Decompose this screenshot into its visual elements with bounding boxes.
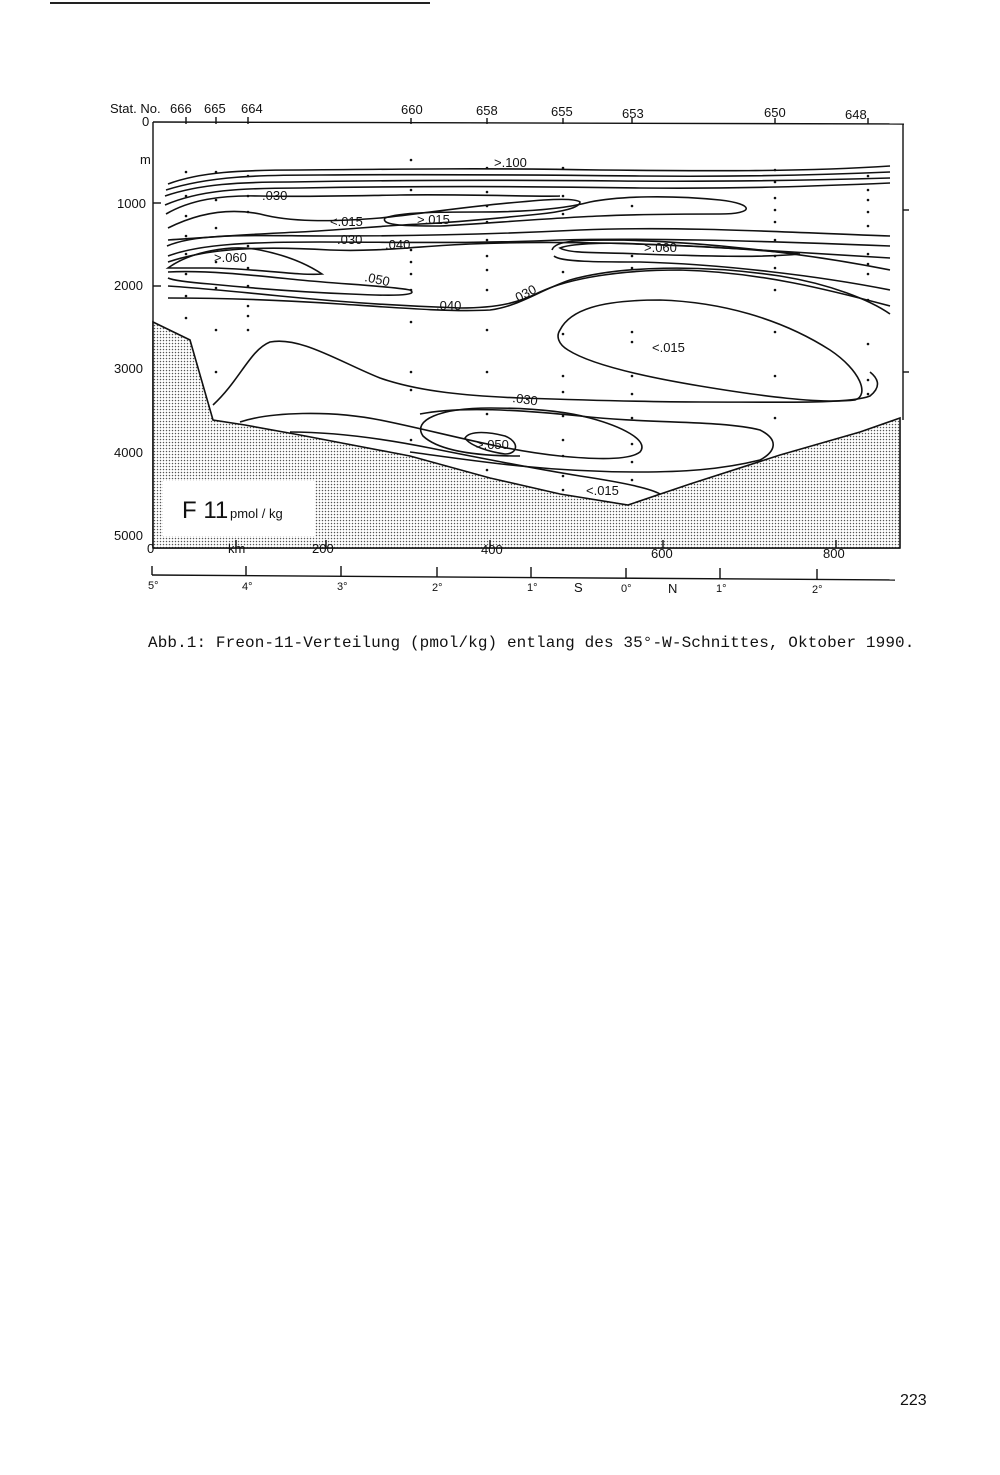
- legend-tracer: F 11: [182, 497, 229, 524]
- contour-label: >.015: [417, 212, 450, 227]
- station-label: 650: [764, 105, 786, 120]
- hemisphere-label-north: N: [668, 581, 678, 596]
- contour-label: >.060: [644, 240, 677, 255]
- latitude-label: 1°: [716, 583, 727, 595]
- contour-label: .030: [511, 390, 539, 409]
- depth-unit-label: m: [140, 152, 151, 167]
- legend-unit: pmol / kg: [230, 506, 283, 521]
- distance-label: 0: [147, 541, 155, 556]
- station-axis-label: Stat. No.: [110, 101, 161, 116]
- depth-label: 0: [142, 114, 150, 129]
- distance-label: 200: [312, 541, 334, 556]
- contour-label: <.015: [586, 483, 619, 498]
- distance-unit-label: km: [228, 541, 246, 556]
- station-label: 664: [241, 101, 263, 116]
- depth-label: 3000: [114, 361, 143, 376]
- latitude-label: 2°: [432, 582, 443, 594]
- figure-caption: Abb.1: Freon-11-Verteilung (pmol/kg) entlang des 35°-W-Schnittes, Oktober 1990.: [148, 634, 915, 652]
- contour-label: >.060: [214, 250, 247, 265]
- latitude-label: 2°: [812, 584, 823, 596]
- contour-label: .030: [337, 232, 363, 247]
- page-number: 223: [900, 1392, 927, 1409]
- freon-section-figure: [0, 0, 1000, 610]
- station-label: 655: [551, 104, 573, 119]
- station-label: 666: [170, 101, 192, 116]
- contour-label: >.050: [476, 437, 509, 452]
- latitude-label: 3°: [337, 581, 348, 593]
- station-label: 653: [622, 106, 644, 121]
- station-label: 648: [845, 107, 867, 122]
- latitude-axis: [148, 566, 895, 596]
- contour-label: .030: [509, 281, 539, 307]
- contour-label: <.015: [652, 340, 685, 355]
- latitude-label: 5°: [148, 580, 159, 592]
- depth-label: 5000: [114, 528, 143, 543]
- depth-label: 1000: [117, 196, 146, 211]
- contour-label: .040: [385, 237, 411, 252]
- contour-label: .050: [363, 269, 392, 290]
- contour-label: <.015: [330, 214, 363, 229]
- contour-label: .030: [262, 188, 288, 203]
- depth-label: 4000: [114, 445, 143, 460]
- distance-label: 600: [651, 546, 673, 561]
- station-label: 660: [401, 102, 423, 117]
- latitude-label: 1°: [527, 582, 538, 594]
- station-label: 665: [204, 101, 226, 116]
- depth-label: 2000: [114, 278, 143, 293]
- latitude-label: 0°: [621, 583, 632, 595]
- latitude-label: 4°: [242, 581, 253, 593]
- distance-label: 400: [481, 542, 503, 557]
- station-label: 658: [476, 103, 498, 118]
- hemisphere-label-south: S: [574, 580, 583, 595]
- contour-label: >.100: [494, 155, 527, 170]
- distance-label: 800: [823, 546, 845, 561]
- contour-label: .040: [436, 298, 462, 313]
